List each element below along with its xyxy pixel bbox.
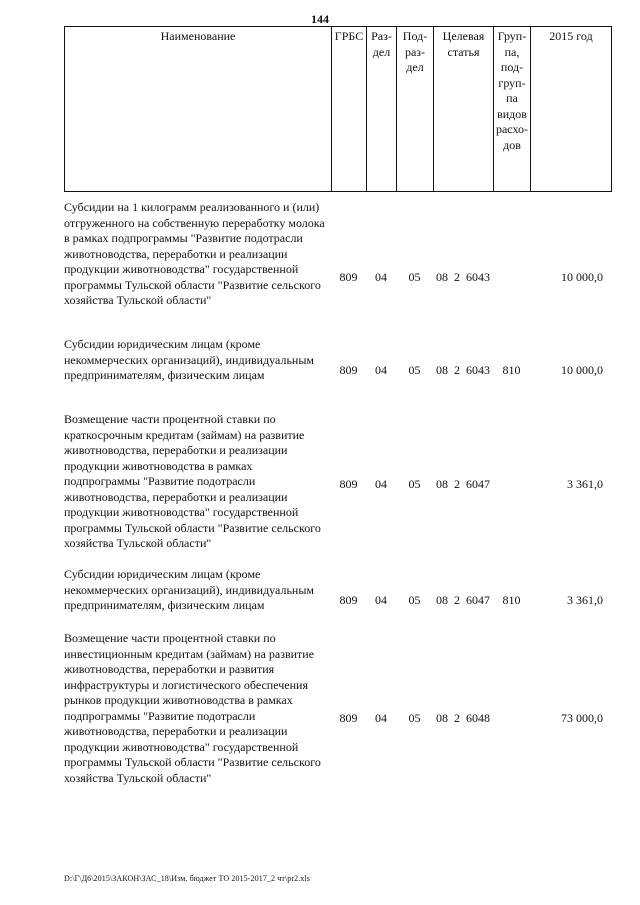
header-year: 2015 год	[531, 27, 612, 192]
row-sum: 3 361,0	[567, 593, 603, 607]
row-podrazdel: 05	[408, 270, 421, 284]
header-podrazdel: Под- раз- дел	[397, 27, 434, 192]
row-vid: 810	[502, 593, 521, 607]
header-razdel: Раз- дел	[367, 27, 397, 192]
row-razdel: 04	[375, 477, 387, 491]
row-target: 08 2 6043	[436, 363, 490, 377]
row-podrazdel: 05	[408, 711, 421, 725]
row-name: Субсидии на 1 килограмм реализованного и (или) отгруженного на собственную переработку молока в рамках подпрограммы "Развитие подотрасли животноводства, переработки и реализации продукции животноводства" государственной программы Тульской области "Развитие сельского хозяйства Тульской области"	[64, 200, 325, 307]
row-razdel: 04	[375, 270, 387, 284]
page-number: 144	[311, 12, 329, 26]
row-sum: 73 000,0	[561, 711, 603, 725]
row-grbs: 809	[339, 270, 358, 284]
row-name: Возмещение части процентной ставки по инвестиционным кредитам (займам) на развитие животноводства, переработки и развития инфраструктуры и логистического обеспечения рынков продукции животноводства в рамках подпрограммы "Развитие подотрасли животноводства, переработки и реализации продукции животноводства" государственной программы Тульской области "Развитие сельского хозяйства Тульской области"	[64, 631, 321, 785]
row-razdel: 04	[375, 711, 387, 725]
row-target: 08 2 6047	[436, 593, 490, 607]
header-vid: Груп- па, под- груп- па видов расхо- дов	[494, 27, 531, 192]
header-name: Наименование	[65, 27, 332, 192]
file-path-footer: D:\Г\Д6\2015\ЗАКОН\ЗАС_18\Изм. бюджет ТО 2015-2017_2 чт\pr2.xls	[64, 874, 310, 883]
row-name: Субсидии юридическим лицам (кроме некоммерческих организаций), индивидуальным предпринимателям, физическим лицам	[64, 337, 314, 382]
row-target: 08 2 6043	[436, 270, 490, 284]
row-name: Субсидии юридическим лицам (кроме некоммерческих организаций), индивидуальным предпринимателям, физическим лицам	[64, 567, 314, 612]
row-target: 08 2 6048	[436, 711, 490, 725]
row-grbs: 809	[339, 593, 358, 607]
row-podrazdel: 05	[408, 363, 421, 377]
row-name: Возмещение части процентной ставки по краткосрочным кредитам (займам) на развитие животноводства, переработки и реализации продукции животноводства в рамках подпрограммы "Развитие подотрасли животноводства, переработки и реализации продукции животноводства" государственной программы Тульской области "Развитие сельского хозяйства Тульской области"	[64, 412, 321, 550]
row-grbs: 809	[339, 711, 358, 725]
row-target: 08 2 6047	[436, 477, 490, 491]
row-razdel: 04	[375, 363, 387, 377]
table-header	[64, 26, 612, 192]
row-sum: 10 000,0	[561, 270, 603, 284]
header-target: Целевая статья	[434, 27, 494, 192]
row-podrazdel: 05	[408, 593, 421, 607]
row-sum: 10 000,0	[561, 363, 603, 377]
row-podrazdel: 05	[408, 477, 421, 491]
row-grbs: 809	[339, 363, 358, 377]
row-razdel: 04	[375, 593, 387, 607]
row-grbs: 809	[339, 477, 358, 491]
header-grbs: ГРБС	[332, 27, 367, 192]
row-sum: 3 361,0	[567, 477, 603, 491]
row-vid: 810	[502, 363, 521, 377]
